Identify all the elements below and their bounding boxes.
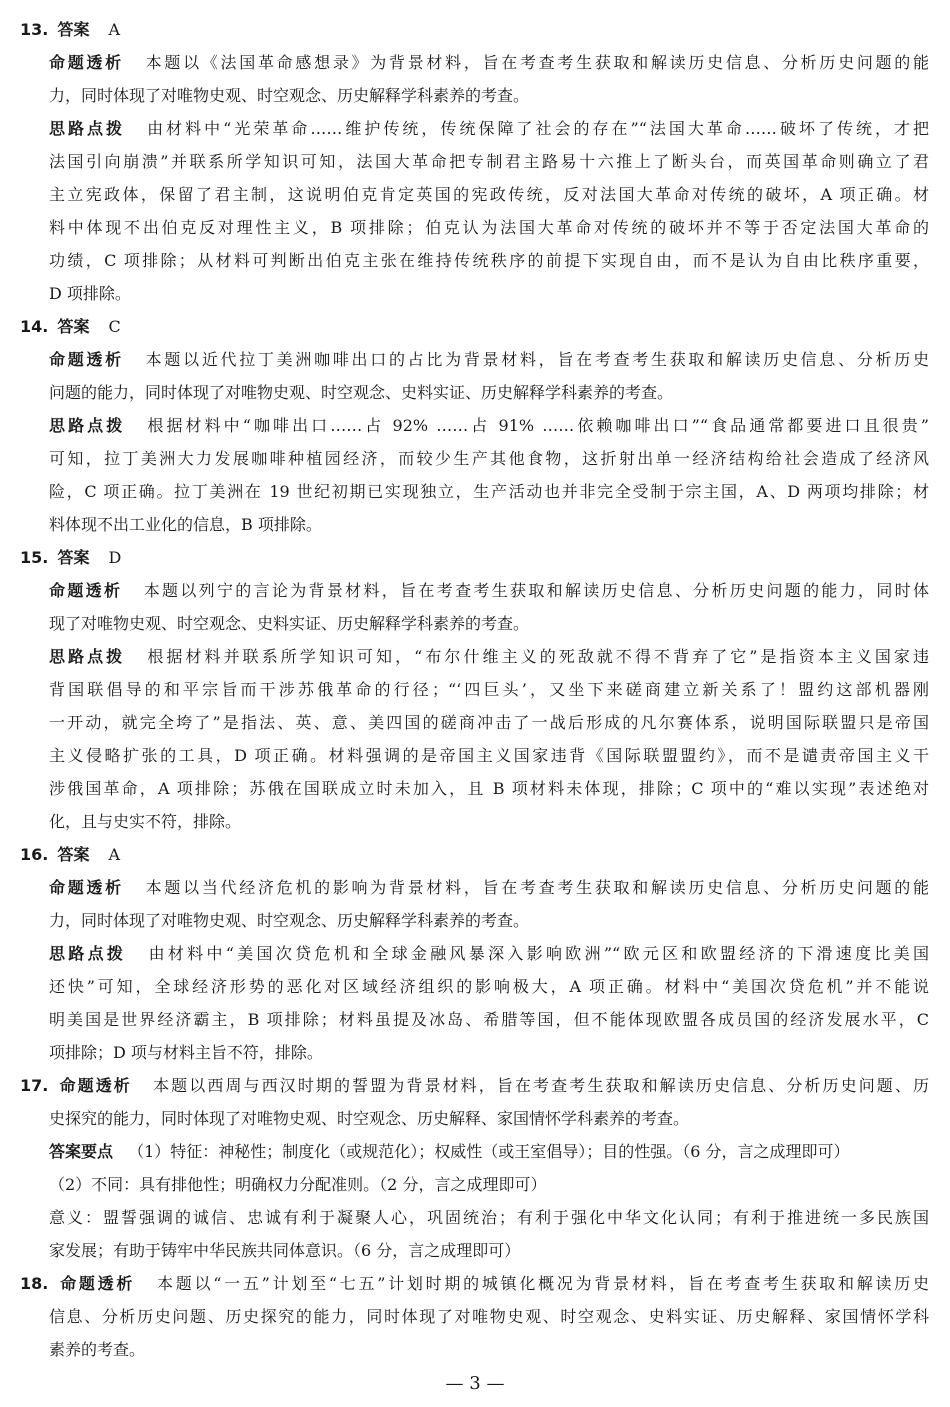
page-number: — 3 — <box>445 1373 505 1394</box>
answer-value: A <box>108 20 121 39</box>
intent-label: 命题透析 <box>49 350 124 369</box>
question-number: 13. <box>20 20 49 39</box>
q15-idea-line-5: 涉俄国革命，A 项排除；苏俄在国联成立时未加入，且 B 项材料未体现，排除；C 项中的“难以实现”表述绝对 <box>49 779 929 798</box>
intent-text: 本题以“一五”计划至“七五”计划时期的城镇化概况为背景材料，旨在考查考生获取和解读历史 <box>157 1274 929 1293</box>
answer-label: 答案 <box>57 317 90 336</box>
q17-key-line-2: （2）不同：具有排他性；明确权力分配准则。（2 分，言之成理即可） <box>49 1175 547 1194</box>
idea-label: 思路点拨 <box>49 647 126 666</box>
intent-label: 命题透析 <box>49 581 123 600</box>
answer-label: 答案 <box>57 548 90 567</box>
intent-text: 本题以列宁的言论为背景材料，旨在考查考生获取和解读历史信息、分析历史问题的能力，同时体 <box>143 581 929 600</box>
q15-idea-line-3: 一开动，就完全垮了”是指法、英、意、美四国的磋商冲击了一战后形成的凡尔赛体系，说明国际联盟只是帝国 <box>49 713 929 732</box>
question-number: 17. <box>20 1076 49 1095</box>
idea-label: 思路点拨 <box>49 119 126 138</box>
idea-label: 思路点拨 <box>49 416 126 435</box>
q15-answer-line <box>0 547 950 569</box>
q17-key-line-3: 意义：盟誓强调的诚信、忠诚有利于凝聚人心，巩固统治；有利于强化中华文化认同；有利于推进统一多民族国 <box>49 1208 929 1227</box>
q14-idea-line-3: 险，C 项正确。拉丁美洲在 19 世纪初期已实现独立，生产活动也并非完全受制于宗主国，A、D 两项均排除；材 <box>49 482 929 501</box>
q18-intent-line-1 <box>20 1273 929 1295</box>
idea-text: 由材料中“光荣革命……维护传统，传统保障了社会的存在”“法国大革命……破坏了传统，才把 <box>147 119 929 138</box>
q13-idea-line-2: 法国引向崩溃”并联系所学知识可知，法国大革命把专制君主路易十六推上了断头台，而英国革命则确立了君 <box>49 152 929 171</box>
q13-idea-line-1 <box>49 118 929 140</box>
key-points-text: （1）特征：神秘性；制度化（或规范化）；权威性（或王室倡导）；目的性强。（6 分，言之成理即可） <box>128 1142 850 1161</box>
answer-value: C <box>108 317 121 336</box>
q16-intent-line-2: 力，同时体现了对唯物史观、时空观念、历史解释学科素养的考查。 <box>49 911 530 930</box>
q16-answer-line <box>0 844 950 866</box>
q14-idea-line-2: 可知，拉丁美洲大力发展咖啡种植园经济，而较少生产其他食物，这折射出单一经济结构给社会造成了经济风 <box>49 449 929 468</box>
q18-intent-line-3: 素养的考查。 <box>49 1340 146 1359</box>
q15-idea-line-2: 背国联倡导的和平宗旨而干涉苏俄革命的行径；“‘四巨头’，又坐下来磋商建立新关系了！盟约这部机器刚 <box>49 680 929 699</box>
q13-idea-line-5: 功绩，C 项排除；从材料可判断出伯克主张在维持传统秩序的前提下实现自由，而不是认为自由比秩序重要， <box>49 251 929 270</box>
answer-label: 答案 <box>57 845 90 864</box>
q17-intent-line-2: 史探究的能力，同时体现了对唯物史观、时空观念、历史解释、家国情怀学科素养的考查。 <box>49 1109 690 1128</box>
q15-intent-line-2: 现了对唯物史观、时空观念、史料实证、历史解释学科素养的考查。 <box>49 614 530 633</box>
q16-idea-line-4: 项排除；D 项与材料主旨不符，排除。 <box>49 1043 323 1062</box>
intent-label: 命题透析 <box>60 1274 136 1293</box>
q14-intent-line-1 <box>49 349 929 371</box>
q17-intent-line-1 <box>20 1075 929 1097</box>
q14-answer-line <box>0 316 950 338</box>
q16-intent-line-1 <box>49 877 929 899</box>
intent-text: 本题以西周与西汉时期的誓盟为背景材料，旨在考查考生获取和解读历史信息、分析历史问题、历 <box>153 1076 929 1095</box>
intent-label: 命题透析 <box>49 878 124 897</box>
q15-idea-line-1 <box>49 646 929 668</box>
q15-idea-line-6: 化，且与史实不符，排除。 <box>49 812 242 831</box>
intent-label: 命题透析 <box>49 53 124 72</box>
intent-label: 命题透析 <box>59 1076 132 1095</box>
q18-intent-line-2: 信息、分析历史问题、历史探究的能力，同时体现了对唯物史观、时空观念、史料实证、历史解释、家国情怀学科 <box>49 1307 929 1326</box>
q15-idea-line-4: 主义侵略扩张的工具，D 项正确。材料强调的是帝国主义国家违背《国际联盟盟约》，而不是谴责帝国主义干 <box>49 746 929 765</box>
intent-text: 本题以《法国革命感想录》为背景材料，旨在考查考生获取和解读历史信息、分析历史问题的能 <box>145 53 929 72</box>
intent-text: 本题以当代经济危机的影响为背景材料，旨在考查考生获取和解读历史信息、分析历史问题的能 <box>145 878 929 897</box>
q13-answer-line <box>0 19 950 41</box>
answer-value: D <box>108 548 122 567</box>
q13-idea-line-6: D 项排除。 <box>49 284 131 303</box>
q17-key-line-4: 家发展；有助于铸牢中华民族共同体意识。（6 分，言之成理即可） <box>49 1241 521 1260</box>
q14-idea-line-4: 料体现不出工业化的信息，B 项排除。 <box>49 515 322 534</box>
question-number: 18. <box>20 1274 49 1293</box>
q16-idea-line-3: 明美国是世界经济霸主，B 项排除；材料虽提及冰岛、希腊等国，但不能体现欧盟各成员国的经济发展水平，C <box>49 1010 929 1029</box>
key-points-label: 答案要点 <box>49 1142 114 1161</box>
q13-idea-line-3: 主立宪政体，保留了君主制，这说明伯克肯定英国的宪政传统，反对法国大革命对传统的破坏，A 项正确。材 <box>49 185 929 204</box>
q17-key-line-1 <box>49 1141 950 1163</box>
intent-text: 本题以近代拉丁美洲咖啡出口的占比为背景材料，旨在考查考生获取和解读历史信息、分析历史 <box>145 350 929 369</box>
idea-text: 根据材料中“咖啡出口……占 92% ……占 91% ……依赖咖啡出口”“食品通常都要进口且很贵” <box>147 416 929 435</box>
answer-label: 答案 <box>57 20 90 39</box>
answer-value: A <box>108 845 121 864</box>
question-number: 16. <box>20 845 49 864</box>
q16-idea-line-1 <box>49 943 929 965</box>
idea-label: 思路点拨 <box>49 944 127 963</box>
idea-text: 根据材料并联系所学知识可知，“布尔什维主义的死敌就不得不背弃了它”是指资本主义国家违 <box>147 647 929 666</box>
q13-idea-line-4: 料中体现不出伯克反对理性主义，B 项排除；伯克认为法国大革命对传统的破坏并不等于否定法国大革命的 <box>49 218 929 237</box>
q15-intent-line-1 <box>49 580 929 602</box>
question-number: 15. <box>20 548 49 567</box>
q13-intent-line-2: 力，同时体现了对唯物史观、时空观念、历史解释学科素养的考查。 <box>49 86 530 105</box>
q16-idea-line-2: 还快”可知，全球经济形势的恶化对区域经济组织的影响极大，A 项正确。材料中“美国次贷危机”并不能说 <box>49 977 929 996</box>
idea-text: 由材料中“美国次贷危机和全球金融风暴深入影响欧洲”“欧元区和欧盟经济的下滑速度比美国 <box>148 944 929 963</box>
q13-intent-line-1 <box>49 52 929 74</box>
q14-intent-line-2: 问题的能力，同时体现了对唯物史观、时空观念、史料实证、历史解释学科素养的考查。 <box>49 383 674 402</box>
question-number: 14. <box>20 317 49 336</box>
q14-idea-line-1 <box>49 415 929 437</box>
